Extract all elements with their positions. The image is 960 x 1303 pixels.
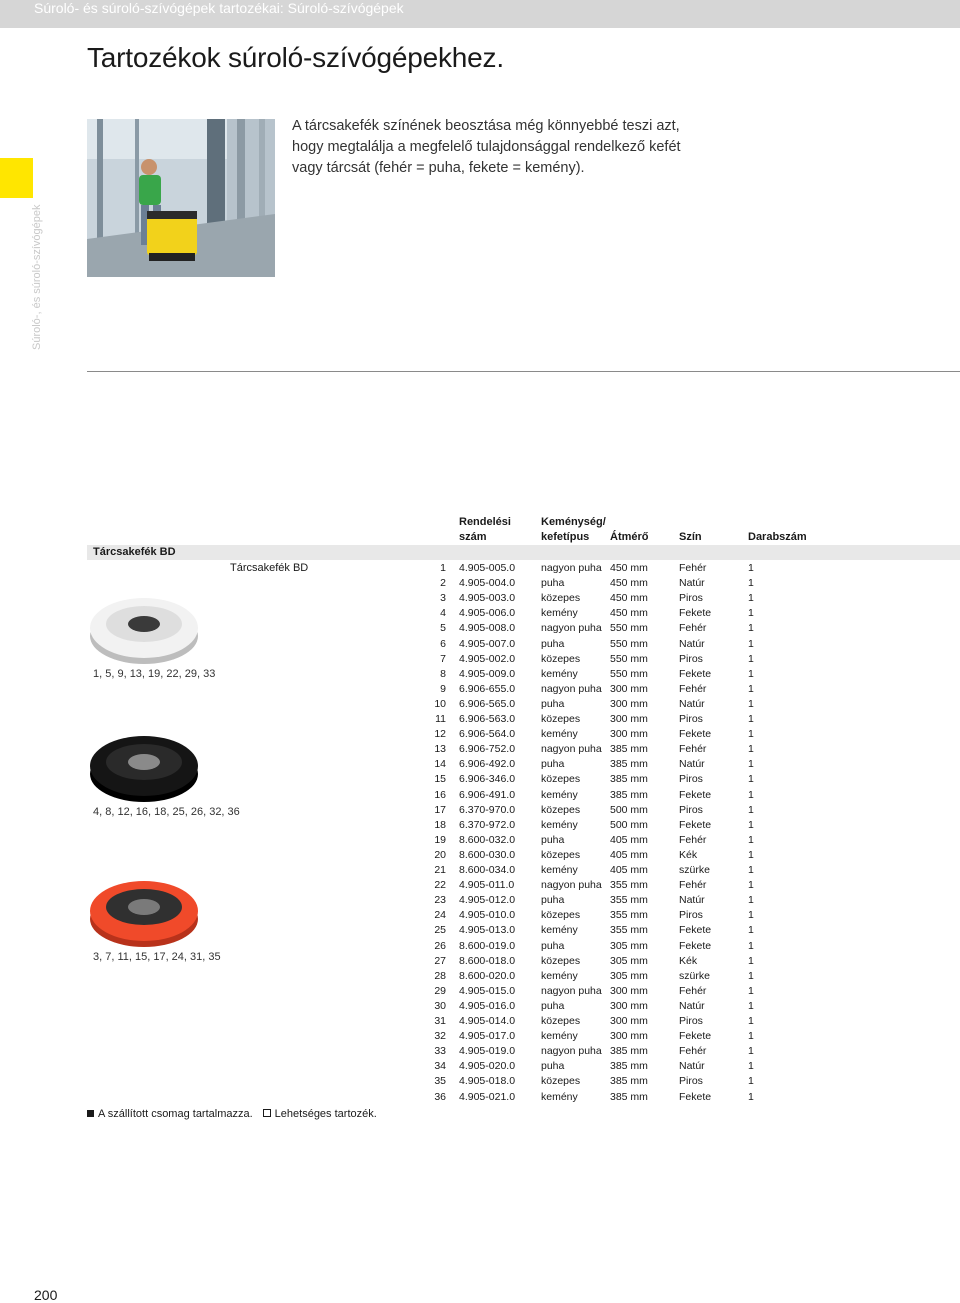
cell-no: 31: [434, 1015, 446, 1027]
cell-hardness: kemény: [541, 969, 578, 982]
cell-qty: 1: [748, 864, 754, 876]
table-row: [0, 712, 960, 727]
cell-diameter: 450 mm: [610, 592, 648, 605]
cell-no: 27: [434, 954, 446, 967]
cell-order: 8.600-019.0: [459, 939, 516, 952]
table-row: [0, 969, 960, 984]
cell-order: 6.906-563.0: [459, 713, 516, 725]
cell-qty: 1: [748, 773, 754, 786]
cell-no: 19: [434, 833, 446, 846]
table-row: [0, 576, 960, 591]
cell-diameter: 550 mm: [610, 637, 648, 650]
cell-diameter: 355 mm: [610, 924, 648, 937]
cell-hardness: közepes: [541, 773, 581, 786]
col-header-hardness: Keménység/ kefetípus: [541, 516, 606, 543]
cell-qty: 1: [748, 682, 754, 695]
cell-order: 6.906-564.0: [459, 728, 516, 741]
cell-no: 29: [434, 984, 446, 997]
cell-hardness: nagyon puha: [541, 879, 602, 892]
cell-color: Piros: [679, 652, 703, 665]
cell-diameter: 385 mm: [610, 758, 648, 771]
cell-qty: 1: [748, 667, 754, 680]
cell-no: 15: [434, 773, 446, 786]
cell-no: 3: [440, 592, 446, 605]
table-row: [0, 863, 960, 878]
col-header-diameter: Átmérő: [610, 531, 649, 543]
cell-color: Fehér: [679, 562, 707, 574]
cell-hardness: puha: [541, 1060, 565, 1073]
cell-hardness: puha: [541, 577, 565, 590]
table-row: [0, 1029, 960, 1044]
cell-color: Natúr: [679, 758, 705, 771]
cell-qty: 1: [748, 1090, 754, 1103]
cell-qty: 1: [748, 1045, 754, 1058]
cell-diameter: 300 mm: [610, 984, 648, 997]
cell-hardness: nagyon puha: [541, 984, 602, 997]
cell-hardness: puha: [541, 758, 565, 771]
cell-order: 6.906-492.0: [459, 758, 516, 771]
cell-hardness: nagyon puha: [541, 743, 602, 756]
section-divider: [87, 371, 960, 372]
cell-hardness: közepes: [541, 652, 581, 665]
cell-color: Fekete: [679, 1030, 712, 1043]
cell-no: 16: [434, 788, 446, 801]
cell-diameter: 300 mm: [610, 1015, 648, 1027]
cell-hardness: puha: [541, 999, 565, 1012]
cell-qty: 1: [748, 954, 754, 967]
cell-diameter: 385 mm: [610, 743, 648, 756]
cell-no: 36: [434, 1090, 446, 1103]
table-row: [0, 591, 960, 606]
cell-hardness: közepes: [541, 909, 581, 922]
cell-order: 8.600-030.0: [459, 848, 516, 861]
cell-diameter: 500 mm: [610, 818, 648, 831]
cell-hardness: közepes: [541, 713, 581, 725]
table-row: [0, 606, 960, 621]
table-row: [0, 757, 960, 772]
legend: [87, 1107, 377, 1122]
cell-diameter: 300 mm: [610, 682, 648, 695]
cell-color: Natúr: [679, 1060, 705, 1073]
cell-hardness: közepes: [541, 803, 581, 816]
table-row: [0, 727, 960, 742]
cell-diameter: 385 mm: [610, 1060, 648, 1073]
section-marker: [0, 158, 33, 198]
cell-color: Natúr: [679, 577, 705, 590]
cell-order: 4.905-006.0: [459, 607, 516, 620]
cell-hardness: puha: [541, 637, 565, 650]
cell-no: 20: [434, 848, 446, 861]
cell-no: 23: [434, 894, 446, 907]
cell-qty: 1: [748, 592, 754, 605]
cell-hardness: nagyon puha: [541, 622, 602, 635]
cell-hardness: kemény: [541, 607, 578, 620]
cell-order: 4.905-015.0: [459, 984, 516, 997]
cell-qty: 1: [748, 909, 754, 922]
cell-hardness: közepes: [541, 1015, 581, 1027]
table-row: [0, 742, 960, 757]
cell-qty: 1: [748, 713, 754, 725]
table-row: [0, 1059, 960, 1074]
cell-diameter: 550 mm: [610, 622, 648, 635]
cell-diameter: 385 mm: [610, 1045, 648, 1058]
cell-no: 4: [440, 607, 446, 620]
cell-order: 4.905-010.0: [459, 909, 516, 922]
cell-color: Piros: [679, 803, 703, 816]
cell-hardness: puha: [541, 697, 565, 710]
cell-color: Fekete: [679, 924, 712, 937]
brush-caption-red: 3, 7, 11, 15, 17, 24, 31, 35: [93, 951, 221, 963]
subgroup-label: Tárcsakefék BD: [230, 562, 309, 574]
cell-diameter: 300 mm: [610, 697, 648, 710]
cell-order: 4.905-014.0: [459, 1015, 516, 1027]
cell-qty: 1: [748, 622, 754, 635]
table-row: [0, 697, 960, 712]
cell-color: Kék: [679, 848, 698, 861]
cell-order: 6.370-970.0: [459, 803, 516, 816]
cell-diameter: 300 mm: [610, 999, 648, 1012]
table-row: [0, 652, 960, 667]
table-row: [0, 833, 960, 848]
cell-no: 1: [440, 562, 446, 574]
cell-qty: 1: [748, 848, 754, 861]
cell-qty: 1: [748, 562, 754, 574]
cell-no: 12: [434, 728, 446, 741]
cell-diameter: 305 mm: [610, 969, 648, 982]
table-row: [0, 999, 960, 1014]
table-row: [0, 1044, 960, 1059]
cell-color: Piros: [679, 773, 703, 786]
cell-no: 21: [434, 864, 446, 876]
cell-qty: 1: [748, 697, 754, 710]
cell-hardness: nagyon puha: [541, 562, 602, 574]
cell-order: 4.905-008.0: [459, 622, 516, 635]
cell-hardness: nagyon puha: [541, 1045, 602, 1058]
cell-order: 6.906-752.0: [459, 743, 516, 756]
filled-square-icon: [87, 1110, 94, 1117]
table-row: [0, 772, 960, 787]
cell-hardness: kemény: [541, 667, 578, 680]
cell-no: 33: [434, 1045, 446, 1058]
cell-no: 7: [440, 652, 446, 665]
cell-diameter: 300 mm: [610, 713, 648, 725]
group-title: Tárcsakefék BD: [93, 546, 176, 558]
cell-order: 6.370-972.0: [459, 818, 516, 831]
table-row: [0, 561, 960, 576]
cell-qty: 1: [748, 894, 754, 907]
cell-order: 6.906-565.0: [459, 697, 516, 710]
cell-diameter: 385 mm: [610, 1090, 648, 1103]
cell-color: Fekete: [679, 939, 712, 952]
cell-diameter: 355 mm: [610, 879, 648, 892]
cell-qty: 1: [748, 637, 754, 650]
cell-order: 8.600-018.0: [459, 954, 516, 967]
cell-hardness: közepes: [541, 592, 581, 605]
cell-color: Fekete: [679, 818, 712, 831]
cell-order: 4.905-013.0: [459, 924, 516, 937]
table-row: [0, 878, 960, 893]
table-row: [0, 1090, 960, 1105]
cell-color: Piros: [679, 592, 703, 605]
cell-diameter: 355 mm: [610, 894, 648, 907]
cell-color: Natúr: [679, 697, 705, 710]
table-row: [0, 788, 960, 803]
cell-order: 4.905-011.0: [459, 879, 515, 892]
cell-diameter: 355 mm: [610, 909, 648, 922]
cell-diameter: 305 mm: [610, 954, 648, 967]
brush-caption-black: 4, 8, 12, 16, 18, 25, 26, 32, 36: [93, 806, 240, 818]
table-row: [0, 682, 960, 697]
cell-diameter: 550 mm: [610, 652, 648, 665]
cell-hardness: közepes: [541, 1075, 581, 1088]
cell-color: Piros: [679, 1075, 703, 1088]
cell-order: 4.905-020.0: [459, 1060, 516, 1073]
cell-qty: 1: [748, 1075, 754, 1088]
cell-hardness: nagyon puha: [541, 682, 602, 695]
cell-no: 6: [440, 637, 446, 650]
header-bar: [0, 0, 960, 28]
cell-qty: 1: [748, 803, 754, 816]
cell-hardness: kemény: [541, 728, 578, 741]
cell-order: 8.600-034.0: [459, 864, 516, 876]
page-number: 200: [34, 1287, 58, 1303]
scrubber-machine-photo: [87, 119, 275, 277]
cell-diameter: 550 mm: [610, 667, 648, 680]
cell-qty: 1: [748, 743, 754, 756]
cell-color: Piros: [679, 1015, 703, 1027]
cell-no: 17: [434, 803, 446, 816]
table-row: [0, 667, 960, 682]
col-header-quantity: Darabszám: [748, 531, 807, 543]
cell-no: 9: [440, 682, 446, 695]
table-row: [0, 1074, 960, 1089]
cell-no: 32: [434, 1030, 446, 1043]
cell-qty: 1: [748, 758, 754, 771]
cell-color: Fekete: [679, 728, 712, 741]
cell-diameter: 450 mm: [610, 562, 648, 574]
cell-qty: 1: [748, 833, 754, 846]
col-header-color: Szín: [679, 531, 702, 543]
cell-no: 2: [440, 577, 446, 590]
cell-diameter: 385 mm: [610, 788, 648, 801]
table-row: [0, 637, 960, 652]
cell-hardness: puha: [541, 939, 565, 952]
cell-hardness: puha: [541, 894, 565, 907]
cell-color: Fehér: [679, 879, 707, 892]
cell-order: 4.905-007.0: [459, 637, 516, 650]
cell-color: Fekete: [679, 667, 712, 680]
cell-color: Fehér: [679, 984, 707, 997]
cell-order: 4.905-018.0: [459, 1075, 516, 1088]
cell-qty: 1: [748, 577, 754, 590]
cell-order: 4.905-003.0: [459, 592, 516, 605]
cell-no: 8: [440, 667, 446, 680]
table-row: [0, 923, 960, 938]
cell-color: szürke: [679, 969, 710, 982]
cell-diameter: 500 mm: [610, 803, 648, 816]
cell-color: szürke: [679, 864, 710, 876]
cell-hardness: kemény: [541, 788, 578, 801]
cell-order: 6.906-655.0: [459, 682, 516, 695]
cell-no: 22: [434, 879, 446, 892]
table-row: [0, 984, 960, 999]
cell-order: 4.905-019.0: [459, 1045, 516, 1058]
breadcrumb: Súroló- és súroló-szívógépek tartozékai: Súroló-szívógépek: [34, 0, 404, 16]
group-header: [87, 545, 960, 560]
cell-order: 4.905-002.0: [459, 652, 516, 665]
cell-order: 8.600-032.0: [459, 833, 516, 846]
cell-diameter: 405 mm: [610, 833, 648, 846]
cell-qty: 1: [748, 969, 754, 982]
cell-no: 18: [434, 818, 446, 831]
cell-color: Fehér: [679, 682, 707, 695]
cell-order: 6.906-491.0: [459, 788, 516, 801]
intro-text: A tárcsakefék színének beosztása még könnyebbé teszi azt, hogy megtalálja a megfelelő tulajdonsággal rendelkező kefét vagy tárcsát (fehér = puha, fekete = kemény).: [292, 118, 681, 176]
cell-color: Fehér: [679, 743, 707, 756]
cell-diameter: 300 mm: [610, 728, 648, 741]
table-row: [0, 803, 960, 818]
cell-color: Fehér: [679, 622, 707, 635]
cell-no: 13: [434, 743, 446, 756]
cell-qty: 1: [748, 607, 754, 620]
cell-qty: 1: [748, 1030, 754, 1043]
table-row: [0, 954, 960, 969]
cell-color: Fekete: [679, 1090, 712, 1103]
cell-qty: 1: [748, 984, 754, 997]
cell-diameter: 405 mm: [610, 848, 648, 861]
table-row: [0, 908, 960, 923]
cell-hardness: puha: [541, 833, 565, 846]
cell-diameter: 305 mm: [610, 939, 648, 952]
cell-order: 4.905-005.0: [459, 562, 516, 574]
cell-no: 14: [434, 758, 446, 771]
cell-no: 25: [434, 924, 446, 937]
cell-no: 11: [435, 713, 446, 725]
cell-order: 6.906-346.0: [459, 773, 516, 786]
cell-qty: 1: [748, 999, 754, 1012]
cell-no: 28: [434, 969, 446, 982]
cell-order: 4.905-009.0: [459, 667, 516, 680]
cell-diameter: 300 mm: [610, 1030, 648, 1043]
cell-color: Piros: [679, 713, 703, 725]
legend-included: A szállított csomag tartalmazza.: [98, 1108, 253, 1120]
table-row: [0, 893, 960, 908]
cell-diameter: 385 mm: [610, 773, 648, 786]
cell-color: Natúr: [679, 637, 705, 650]
cell-hardness: kemény: [541, 1090, 578, 1103]
cell-color: Kék: [679, 954, 698, 967]
cell-hardness: közepes: [541, 954, 581, 967]
cell-qty: 1: [748, 939, 754, 952]
cell-qty: 1: [748, 788, 754, 801]
cell-qty: 1: [748, 818, 754, 831]
table-row: [0, 848, 960, 863]
cell-no: 30: [434, 999, 446, 1012]
cell-qty: 1: [748, 1015, 754, 1027]
cell-diameter: 450 mm: [610, 607, 648, 620]
table-row: [0, 818, 960, 833]
cell-qty: 1: [748, 1060, 754, 1073]
cell-order: 4.905-021.0: [459, 1090, 516, 1103]
cell-hardness: közepes: [541, 848, 581, 861]
cell-order: 4.905-004.0: [459, 577, 516, 590]
side-section-label: Súroló-, és súroló-szívógépek: [31, 204, 43, 350]
cell-diameter: 385 mm: [610, 1075, 648, 1088]
cell-no: 35: [434, 1075, 446, 1088]
table-row: [0, 621, 960, 636]
cell-hardness: kemény: [541, 924, 578, 937]
cell-color: Piros: [679, 909, 703, 922]
cell-color: Fehér: [679, 1045, 707, 1058]
cell-order: 4.905-017.0: [459, 1030, 516, 1043]
cell-order: 4.905-016.0: [459, 999, 516, 1012]
cell-order: 4.905-012.0: [459, 894, 516, 907]
brush-caption-white: 1, 5, 9, 13, 19, 22, 29, 33: [93, 668, 216, 680]
cell-no: 26: [434, 939, 446, 952]
cell-qty: 1: [748, 924, 754, 937]
cell-color: Fekete: [679, 607, 712, 620]
empty-square-icon: [263, 1109, 271, 1117]
cell-color: Natúr: [679, 894, 705, 907]
cell-diameter: 405 mm: [610, 864, 648, 876]
cell-hardness: kemény: [541, 1030, 578, 1043]
cell-no: 5: [440, 622, 446, 635]
table-row: [0, 939, 960, 954]
cell-hardness: kemény: [541, 864, 578, 876]
col-header-order: Rendelési szám: [459, 516, 511, 543]
cell-no: 34: [434, 1060, 446, 1073]
legend-optional: Lehetséges tartozék.: [274, 1108, 377, 1120]
cell-diameter: 450 mm: [610, 577, 648, 590]
cell-qty: 1: [748, 879, 754, 892]
cell-hardness: kemény: [541, 818, 578, 831]
page-title: Tartozékok súroló-szívógépekhez.: [87, 42, 504, 73]
table-row: [0, 1014, 960, 1029]
cell-qty: 1: [748, 652, 754, 665]
cell-color: Fekete: [679, 788, 712, 801]
cell-no: 10: [434, 697, 446, 710]
cell-qty: 1: [748, 728, 754, 741]
cell-order: 8.600-020.0: [459, 969, 516, 982]
cell-color: Natúr: [679, 999, 705, 1012]
cell-color: Fehér: [679, 833, 707, 846]
cell-no: 24: [434, 909, 446, 922]
